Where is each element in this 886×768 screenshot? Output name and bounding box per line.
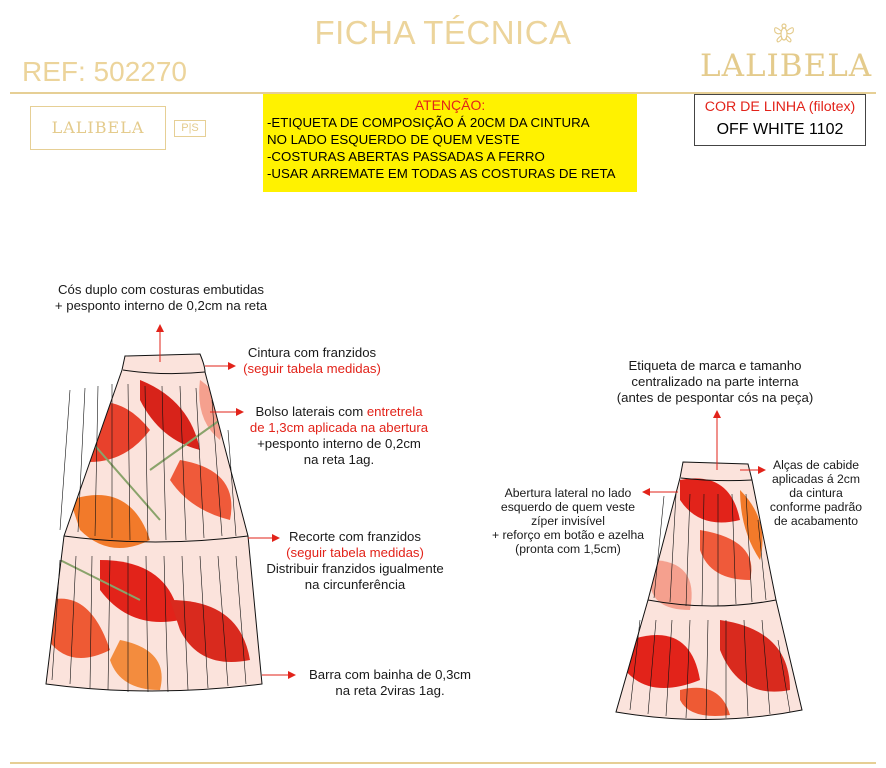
pocket-note-line: Bolso laterais com bbox=[255, 404, 367, 419]
hanger-loop-note-line: de acabamento bbox=[773, 514, 859, 528]
tier-note-instruction: (seguir tabela medidas) bbox=[286, 545, 424, 560]
zipper-note bbox=[470, 486, 666, 556]
zipper-note-line: (pronta com 1,5cm) bbox=[515, 542, 621, 556]
hanger-loop-note-line: da cintura bbox=[789, 486, 843, 500]
brand-label-note-line: (antes de pespontar cós na peça) bbox=[616, 390, 814, 405]
zipper-note-line: esquerdo de quem veste bbox=[500, 500, 636, 514]
reference-code: REF: 502270 bbox=[22, 56, 187, 87]
brand-label-note-line: Etiqueta de marca e tamanho bbox=[628, 358, 802, 373]
pocket-note-line: de 1,3cm aplicada na abertura bbox=[249, 420, 429, 435]
hanger-loop-note-line: aplicadas á 2cm bbox=[771, 472, 861, 486]
pocket-note-interlining: entretrela bbox=[366, 404, 423, 419]
thread-color-heading: COR DE LINHA (filotex) bbox=[704, 99, 856, 115]
label-tag-brand: LALIBELA bbox=[51, 118, 145, 137]
attention-line: -USAR ARREMATE EM TODAS AS COSTURAS DE RETA bbox=[267, 166, 616, 181]
pocket-note bbox=[232, 404, 446, 468]
waist-note bbox=[232, 345, 392, 377]
brand-label-note-line: centralizado na parte interna bbox=[631, 374, 799, 389]
hem-note-line: na reta 2viras 1ag. bbox=[335, 683, 445, 698]
attention-line: -COSTURAS ABERTAS PASSADAS A FERRO bbox=[267, 149, 545, 164]
hem-note-line: Barra com bainha de 0,3cm bbox=[309, 667, 471, 682]
attention-heading: ATENÇÃO: bbox=[414, 97, 486, 113]
waist-note-line: Cintura com franzidos bbox=[247, 345, 377, 360]
pocket-note-line: na reta 1ag. bbox=[303, 452, 375, 467]
waistband-note-line: Cós duplo com costuras embutidas bbox=[58, 282, 264, 297]
waistband-note-line: + pesponto interno de 0,2cm na reta bbox=[54, 298, 268, 313]
brand-label-note bbox=[600, 358, 830, 406]
tier-note-line: Recorte com franzidos bbox=[289, 529, 421, 544]
thread-color-value: OFF WHITE 1102 bbox=[716, 121, 844, 138]
hem-note bbox=[290, 667, 490, 699]
waistband-note bbox=[30, 282, 292, 314]
brand-logo: LALIBELA bbox=[700, 48, 873, 84]
pocket-note-line: +pesponto interno de 0,2cm bbox=[257, 436, 421, 451]
attention-line: -ETIQUETA DE COMPOSIÇÃO Á 20CM DA CINTURA bbox=[267, 115, 590, 130]
hanger-loop-note bbox=[756, 458, 876, 528]
front-skirt-print bbox=[40, 340, 270, 700]
zipper-note-line: + reforço em botão e azelha bbox=[491, 528, 645, 542]
hanger-loop-note-line: Alças de cabide bbox=[772, 458, 860, 472]
label-size-box: P|S bbox=[174, 120, 206, 137]
attention-line: NO LADO ESQUERDO DE QUEM VESTE bbox=[267, 132, 520, 147]
page-title: FICHA TÉCNICA bbox=[314, 14, 572, 51]
zipper-note-line: zíper invisível bbox=[531, 514, 605, 528]
tier-note-line: Distribuir franzidos igualmente bbox=[266, 561, 444, 576]
hanger-loop-note-line: conforme padrão bbox=[769, 500, 863, 514]
waist-note-instruction: (seguir tabela medidas) bbox=[243, 361, 381, 376]
zipper-note-line: Abertura lateral no lado bbox=[504, 486, 632, 500]
tier-note-line: na circunferência bbox=[304, 577, 406, 592]
tier-note bbox=[250, 529, 460, 593]
